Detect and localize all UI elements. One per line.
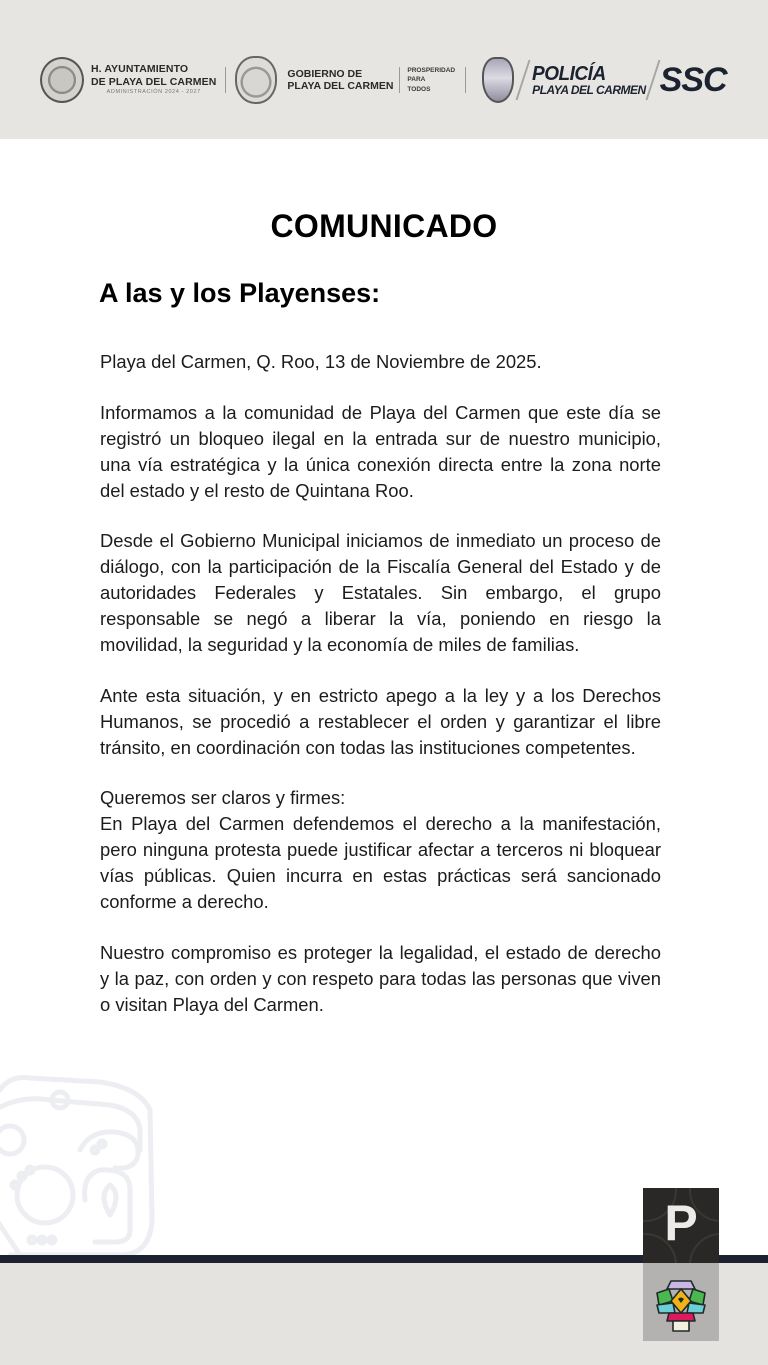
divider [399, 67, 400, 93]
ayuntamiento-text [91, 64, 216, 96]
slash-divider [645, 60, 660, 100]
policia-text [532, 64, 646, 96]
ayuntamiento-seal-icon [40, 57, 84, 103]
header-band [0, 0, 768, 139]
divider [465, 67, 466, 93]
salutation: A las y los Playenses: [99, 278, 381, 308]
page-title: COMUNICADO [270, 208, 498, 244]
gobierno-seal-icon [235, 56, 277, 104]
ayuntamiento-line1: H. AYUNTAMIENTO [91, 63, 189, 76]
ssc-logo: SSC [659, 60, 727, 99]
gobierno-text [287, 68, 393, 92]
slogan-line2: PARA [407, 76, 426, 84]
paragraph: Informamos a la comunidad de Playa del Carmen que este día se registró un bloqueo ilegal en la entrada sur de nuestro municipio, una vía estratégica y la única conexión directa entre la zona norte del estado y el resto de Quintana Roo. [100, 401, 661, 501]
mayan-glyph-watermark-icon [0, 1070, 165, 1260]
paragraph: Nuestro compromiso es proteger la legalidad, el estado de derecho y la paz, con orden y con respeto para todas las personas que viven o visitan Playa del Carmen. [100, 941, 661, 1015]
paragraph-lead: Queremos ser claros y firmes: [100, 787, 346, 808]
p-logo [643, 1188, 719, 1263]
policia-line1: POLICÍA [532, 63, 606, 85]
date-line: Playa del Carmen, Q. Roo, 13 de Noviembre de 2025. [100, 351, 542, 372]
divider [225, 67, 226, 93]
p-logo-letter: P [664, 1195, 698, 1251]
police-badge-icon [482, 57, 514, 103]
slogan-text [407, 66, 455, 94]
policia-line2: PLAYA DEL CARMEN [532, 83, 646, 97]
gobierno-line2: PLAYA DEL CARMEN [287, 80, 394, 92]
emblem-block [643, 1263, 719, 1341]
document-body [100, 349, 661, 1042]
slogan-line1: PROSPERIDAD [407, 66, 456, 74]
gobierno-line1: GOBIERNO DE [287, 67, 363, 80]
ayuntamiento-line2: DE PLAYA DEL CARMEN [91, 75, 217, 88]
slogan-line3: TODOS [407, 85, 431, 93]
slash-divider [516, 60, 531, 100]
multicolor-emblem-icon [643, 1263, 719, 1341]
paragraph: En Playa del Carmen defendemos el derecho a la manifestación, pero ninguna protesta puede justificar afectar a terceros ni bloquear vías públicas. Quien incurra en estas prácticas será sancionado conforme a derecho. [100, 813, 661, 912]
ayuntamiento-line3: ADMINISTRACIÓN 2024 - 2027 [106, 89, 201, 96]
paragraph: Desde el Gobierno Municipal iniciamos de inmediato un proceso de diálogo, con la participación de la Fiscalía General del Estado y de autoridades Federales y Estatales. Sin embargo, el grupo responsable se negó a liberar la vía, poniendo en riesgo la movilidad, la seguridad y la economía de miles de familias. [100, 530, 661, 655]
paragraph: Ante esta situación, y en estricto apego a la ley y a los Derechos Humanos, se procedió a restablecer el orden y garantizar el libre tránsito, en coordinación con todas las instituciones competentes. [100, 684, 661, 758]
logo-row [40, 55, 727, 105]
